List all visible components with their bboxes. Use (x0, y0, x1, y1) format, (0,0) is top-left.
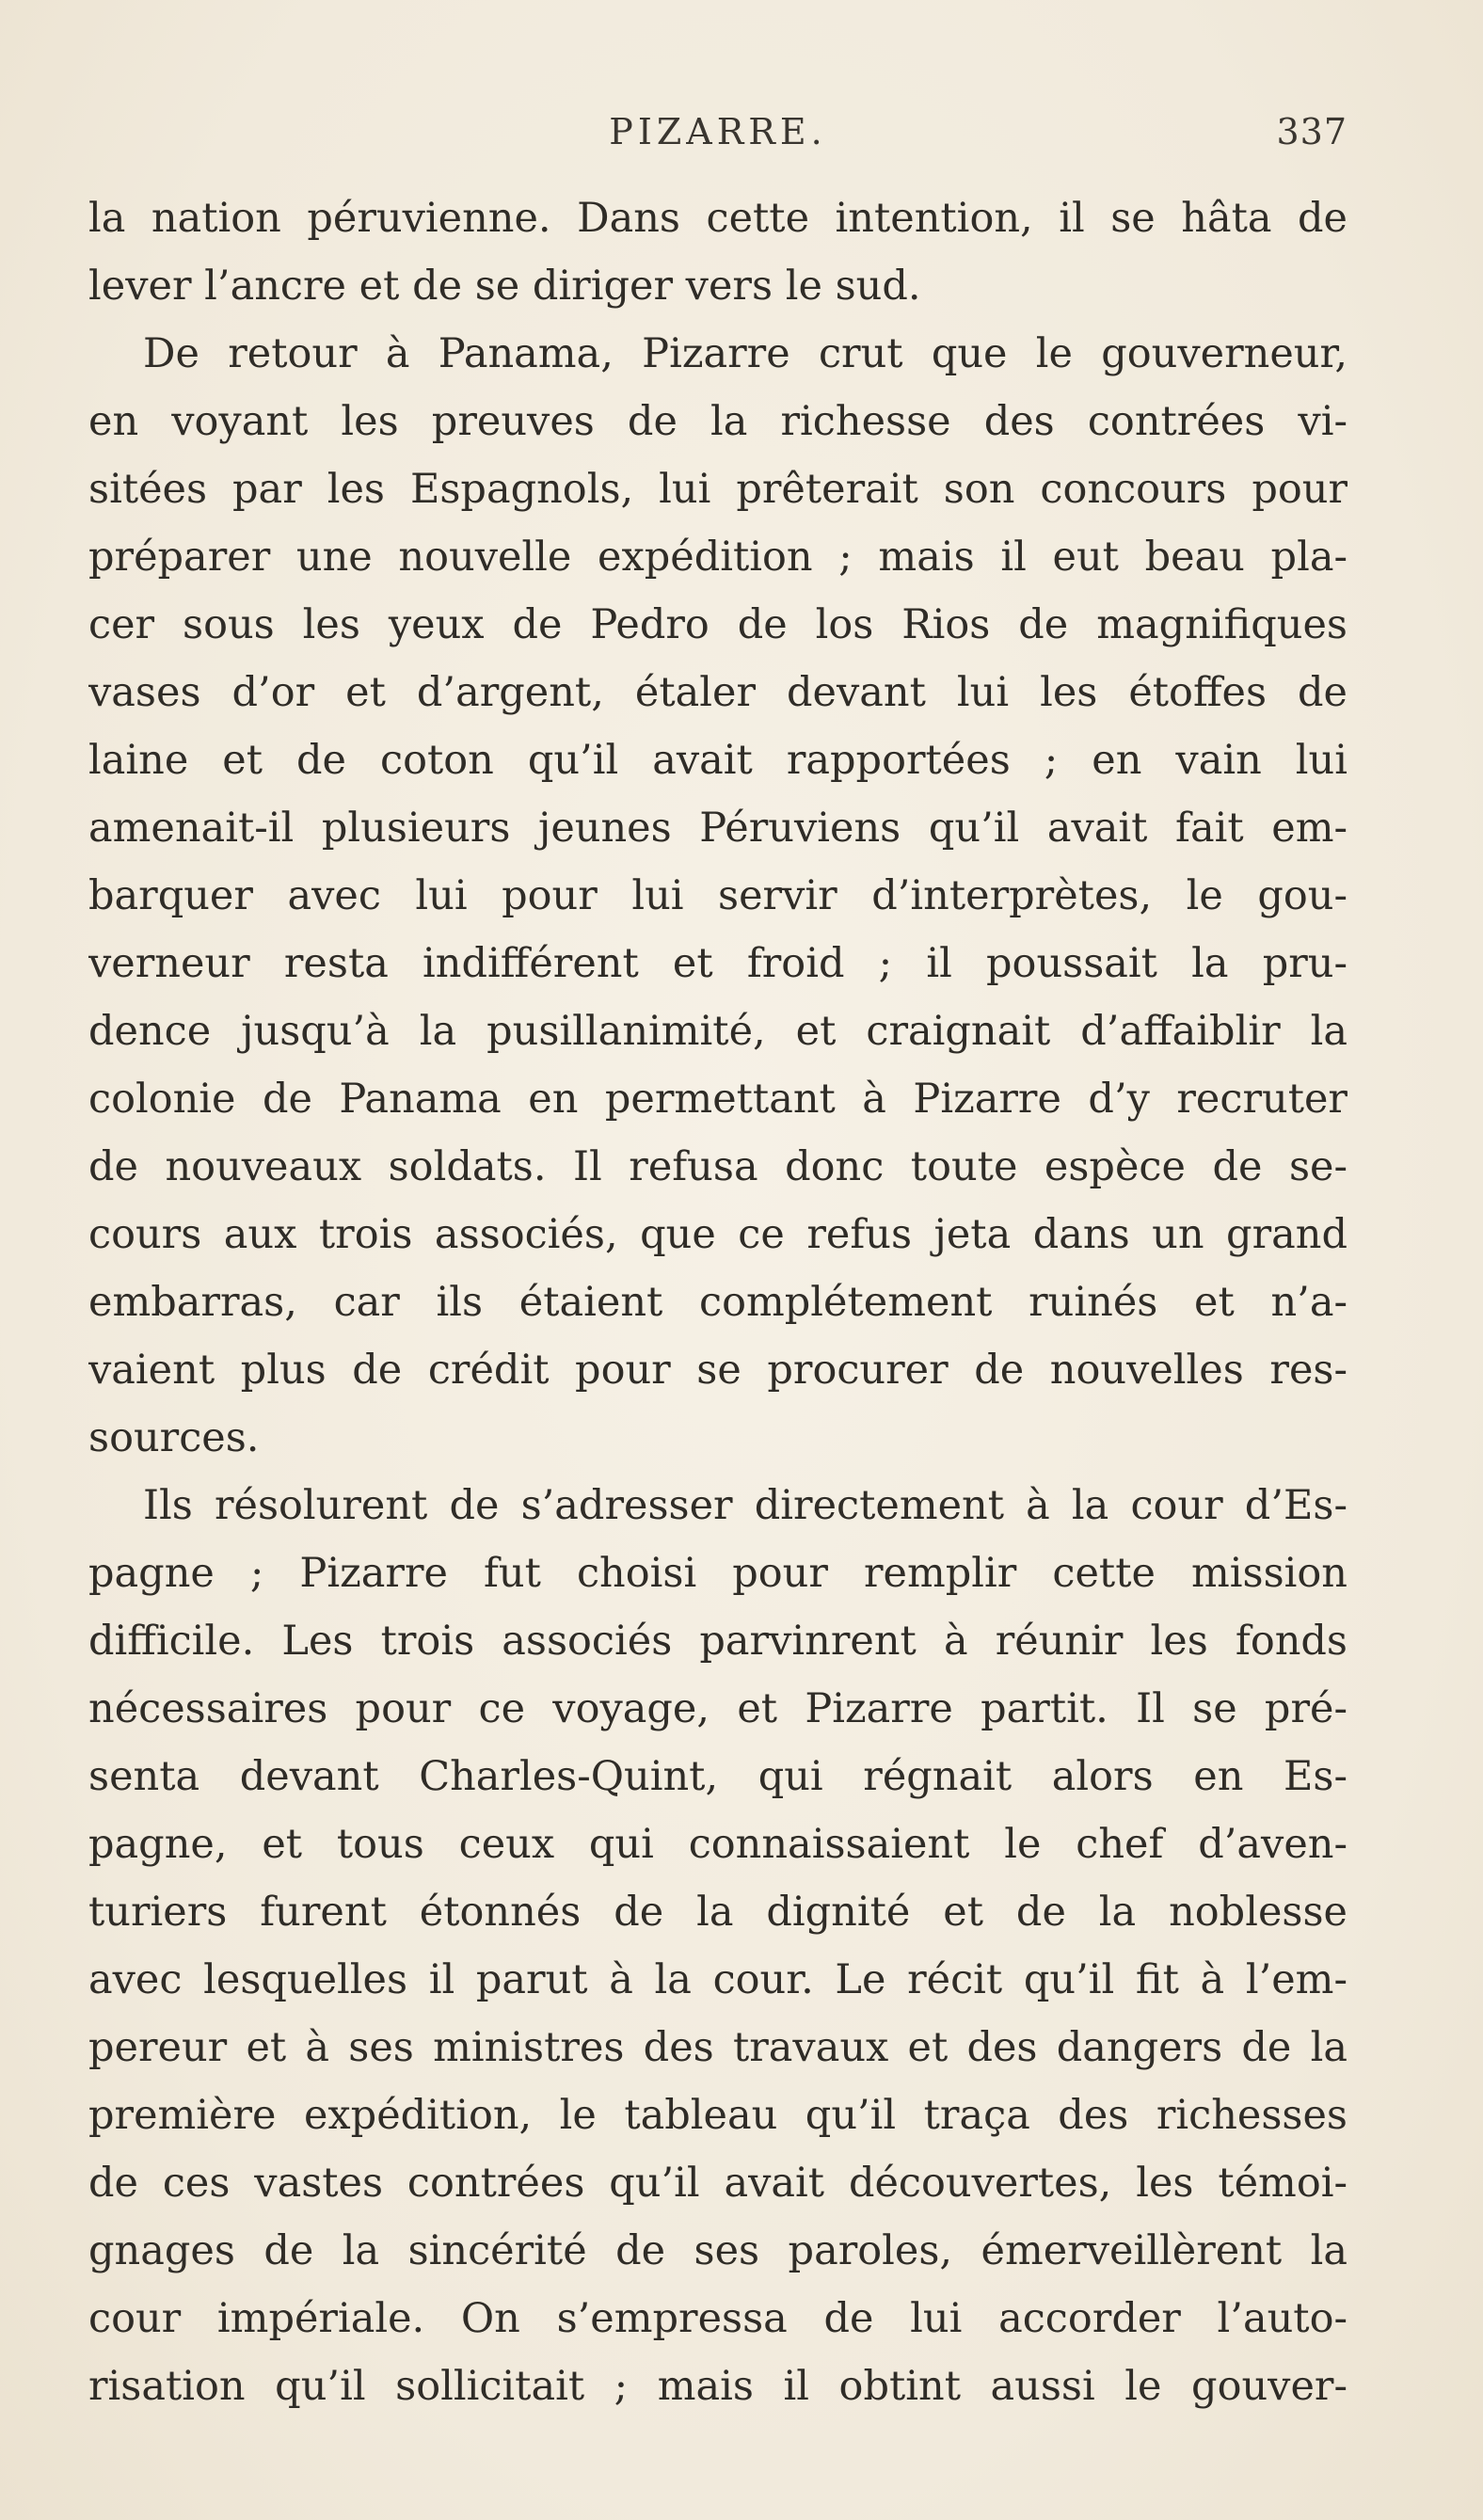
text-line: verneur resta indifférent et froid ; il poussait la pru- (88, 940, 1347, 987)
text-line: gnages de la sincérité de ses paroles, émerveillèrent la (88, 2227, 1347, 2274)
running-title: PIZARRE. (609, 111, 827, 152)
text-line: cour impériale. On s’empressa de lui accorder l’auto- (88, 2295, 1347, 2342)
text-line: embarras, car ils étaient complétement ruinés et n’a- (88, 1279, 1347, 1326)
text-line: sitées par les Espagnols, lui prêterait son concours pour (88, 466, 1347, 513)
text-line: turiers furent étonnés de la dignité et de la noblesse (88, 1889, 1347, 1936)
text-line: la nation péruvienne. Dans cette intention, il se hâta de (88, 195, 1347, 242)
body-text (88, 184, 1347, 2420)
text-line: Ils résolurent de s’adresser directement à la cour d’Es- (143, 1482, 1347, 1529)
text-line: difficile. Les trois associés parvinrent à réunir les fonds (88, 1618, 1347, 1665)
page-header (88, 111, 1347, 167)
text-line: risation qu’il sollicitait ; mais il obtint aussi le gouver- (88, 2363, 1347, 2410)
text-line: amenait-il plusieurs jeunes Péruviens qu’il avait fait em- (88, 805, 1347, 852)
text-line: lever l’ancre et de se diriger vers le sud. (88, 263, 921, 310)
text-line: cer sous les yeux de Pedro de los Rios de magnifiques (88, 601, 1347, 648)
page-number: 337 (1276, 111, 1347, 152)
text-line: première expédition, le tableau qu’il traça des richesses (88, 2092, 1347, 2139)
text-line: De retour à Panama, Pizarre crut que le gouverneur, (143, 330, 1347, 377)
text-line: nécessaires pour ce voyage, et Pizarre partit. Il se pré- (88, 1685, 1347, 1732)
text-line: vaient plus de crédit pour se procurer de nouvelles res- (88, 1347, 1347, 1394)
text-line: barquer avec lui pour lui servir d’interprètes, le gou- (88, 872, 1347, 919)
text-line: avec lesquelles il parut à la cour. Le récit qu’il fit à l’em- (88, 1956, 1347, 2003)
text-line: pagne, et tous ceux qui connaissaient le chef d’aven- (88, 1821, 1347, 1868)
text-line: cours aux trois associés, que ce refus jeta dans un grand (88, 1211, 1347, 1258)
text-line: colonie de Panama en permettant à Pizarre d’y recruter (88, 1076, 1347, 1123)
text-line: senta devant Charles-Quint, qui régnait alors en Es- (88, 1753, 1347, 1800)
text-line: en voyant les preuves de la richesse des contrées vi- (88, 398, 1347, 445)
text-line: pagne ; Pizarre fut choisi pour remplir cette mission (88, 1550, 1347, 1597)
text-line: pereur et à ses ministres des travaux et des dangers de la (88, 2024, 1347, 2071)
text-line: vases d’or et d’argent, étaler devant lui les étoffes de (88, 669, 1347, 716)
text-line: laine et de coton qu’il avait rapportées ; en vain lui (88, 737, 1347, 784)
text-line: de ces vastes contrées qu’il avait découvertes, les témoi- (88, 2160, 1347, 2207)
text-line: de nouveaux soldats. Il refusa donc toute espèce de se- (88, 1143, 1347, 1190)
text-line: sources. (88, 1414, 260, 1461)
text-line: dence jusqu’à la pusillanimité, et craignait d’affaiblir la (88, 1008, 1347, 1055)
text-line: préparer une nouvelle expédition ; mais il eut beau pla- (88, 534, 1347, 581)
